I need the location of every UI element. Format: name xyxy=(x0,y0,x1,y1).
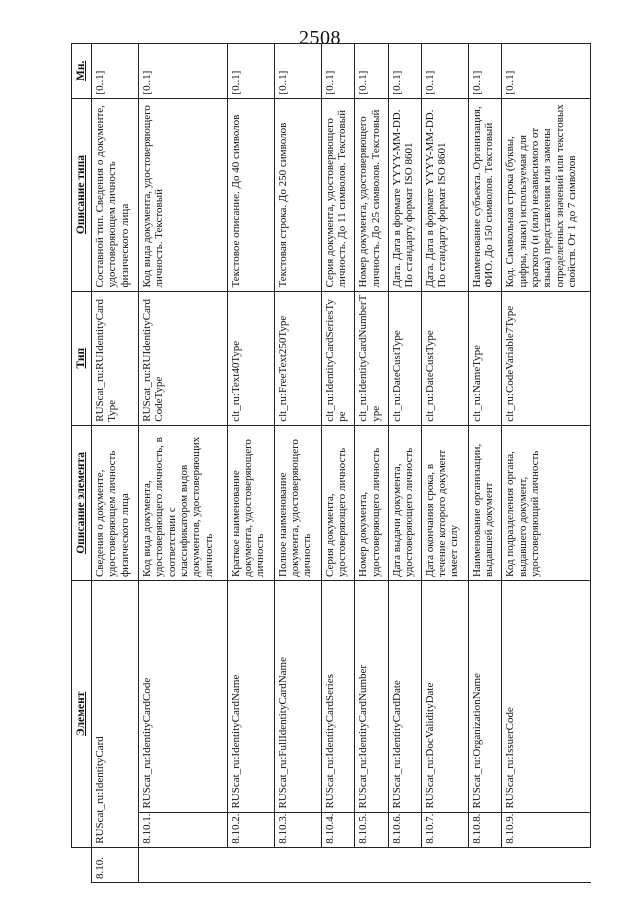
row-type-description: Номер документа, удостоверяющего личность. До 25 символов. Текстовый xyxy=(355,98,388,291)
header-type-description: Описание типа xyxy=(72,98,92,291)
row-number: 8.10.6. xyxy=(388,812,421,847)
row-element: RUScat_ru:IdentityCard xyxy=(91,580,138,847)
row-type-description: Код. Символьная строка (буквы, цифры, знаки) используемая для краткого (и (или) независимого от языка) представления или замены определенных значений или текстовых свойств. От 1 до 7 символов xyxy=(502,98,591,291)
row-type-description: Текстовое описание. До 40 символов xyxy=(227,98,274,291)
row-type-description: Код вида документа, удостоверяющего личность. Текстовый xyxy=(139,98,228,291)
table-body xyxy=(91,44,590,883)
row-number: 8.10.3. xyxy=(274,812,321,847)
header-element: Элемент xyxy=(72,580,92,847)
table-row xyxy=(321,44,354,883)
row-element: RUScat_ru:OrganizationName xyxy=(468,580,501,812)
table-row xyxy=(421,44,468,883)
elements-table xyxy=(71,43,591,883)
row-multiplicity: [0..1] xyxy=(355,44,388,99)
row-element-description: Дата выдачи документа, удостоверяющего личность xyxy=(388,425,421,580)
row-element-description: Краткое наименование документа, удостоверяющего личность xyxy=(227,425,274,580)
row-indent xyxy=(468,847,501,882)
header-element-description: Описание элемента xyxy=(72,425,92,580)
row-multiplicity: [0..1] xyxy=(321,44,354,99)
row-indent xyxy=(227,847,274,882)
row-type: clt_ru:CodeVariable7Type xyxy=(502,291,591,425)
row-type: clt_ru:IdentityCardNumberType xyxy=(355,291,388,425)
row-number: 8.10.9. xyxy=(502,812,591,847)
row-type-description: Дата. Дата в формате YYYY-MM-DD. По стандарту формат ISO 8601 xyxy=(388,98,421,291)
row-element: RUScat_ru:DocValidityDate xyxy=(421,580,468,812)
row-indent xyxy=(139,847,228,882)
row-number: 8.10.4. xyxy=(321,812,354,847)
table-row xyxy=(355,44,388,883)
header-multiplicity: Мн. xyxy=(72,44,92,99)
row-number: 8.10.8. xyxy=(468,812,501,847)
row-multiplicity: [0..1] xyxy=(421,44,468,99)
row-element: RUScat_ru:IdentityCardDate xyxy=(388,580,421,812)
row-indent xyxy=(274,847,321,882)
row-multiplicity: [0..1] xyxy=(274,44,321,99)
row-element: RUScat_ru:IdentityCardName xyxy=(227,580,274,812)
row-type: clt_ru:NameType xyxy=(468,291,501,425)
row-element-description: Дата окончания срока, в течение которого документ имеет силу xyxy=(421,425,468,580)
row-multiplicity: [0..1] xyxy=(468,44,501,99)
table-row xyxy=(468,44,501,883)
table-row xyxy=(388,44,421,883)
row-element: RUScat_ru:IssuerCode xyxy=(502,580,591,812)
row-type: clt_ru:Text40Type xyxy=(227,291,274,425)
row-type-description: Составной тип. Сведения о документе, удостоверяющем личность физического лица xyxy=(91,98,138,291)
row-type: clt_ru:DateCustType xyxy=(421,291,468,425)
row-number: 8.10. xyxy=(91,847,138,882)
table-row xyxy=(139,44,228,883)
row-type-description: Серия документа, удостоверяющего личность. До 11 символов. Текстовый xyxy=(321,98,354,291)
table-row xyxy=(274,44,321,883)
row-number: 8.10.1. xyxy=(139,812,228,847)
row-indent xyxy=(421,847,468,882)
row-element: RUScat_ru:IdentityCardSeries xyxy=(321,580,354,812)
row-type: RUScat_ru:RUIdentityCardCodeType xyxy=(139,291,228,425)
table-row xyxy=(502,44,591,883)
row-multiplicity: [0..1] xyxy=(388,44,421,99)
row-indent xyxy=(355,847,388,882)
rotated-table-container xyxy=(71,43,591,883)
row-number: 8.10.5. xyxy=(355,812,388,847)
row-element-description: Серия документа, удостоверяющего личность xyxy=(321,425,354,580)
row-type-description: Текстовая строка. До 250 символов xyxy=(274,98,321,291)
row-element-description: Код подразделения органа, выдавшего документ, удостоверяющий личность xyxy=(502,425,591,580)
row-element: RUScat_ru:FullIdentityCardName xyxy=(274,580,321,812)
row-indent xyxy=(321,847,354,882)
row-number: 8.10.2. xyxy=(227,812,274,847)
table-header-row xyxy=(72,44,92,883)
page-number: 2508 xyxy=(299,27,341,49)
row-type: RUScat_ru:RUIdentityCardType xyxy=(91,291,138,425)
row-type: clt_ru:DateCustType xyxy=(388,291,421,425)
row-element: RUScat_ru:IdentityCardCode xyxy=(139,580,228,812)
row-type-description: Наименование субъекта. Организация, ФИО. До 150 символов. Текстовый xyxy=(468,98,501,291)
row-element-description: Номер документа, удостоверяющего личность xyxy=(355,425,388,580)
row-multiplicity: [0..1] xyxy=(91,44,138,99)
header-type: Тип xyxy=(72,291,92,425)
row-element-description: Полное наименование документа, удостоверяющего личность xyxy=(274,425,321,580)
row-element-description: Наименование организации, выдавшей документ xyxy=(468,425,501,580)
row-element-description: Код вида документа, удостоверяющего личность, в соответствии с классификатором видов документов, удостоверяющих личность xyxy=(139,425,228,580)
header-number-column xyxy=(72,847,92,882)
table-row xyxy=(227,44,274,883)
row-type: clt_ru:IdentityCardSeriesType xyxy=(321,291,354,425)
row-element: RUScat_ru:IdentityCardNumber xyxy=(355,580,388,812)
row-type-description: Дата. Дата в формате YYYY-MM-DD. По стандарту формат ISO 8601 xyxy=(421,98,468,291)
row-multiplicity: [0..1] xyxy=(139,44,228,99)
row-number: 8.10.7. xyxy=(421,812,468,847)
row-multiplicity: [0..1] xyxy=(502,44,591,99)
row-indent xyxy=(388,847,421,882)
row-type: clt_ru:FreeText250Type xyxy=(274,291,321,425)
row-element-description: Сведения о документе, удостоверяющем личность физического лица xyxy=(91,425,138,580)
row-indent xyxy=(502,847,591,882)
table-row-parent xyxy=(91,44,138,883)
row-multiplicity: [0..1] xyxy=(227,44,274,99)
